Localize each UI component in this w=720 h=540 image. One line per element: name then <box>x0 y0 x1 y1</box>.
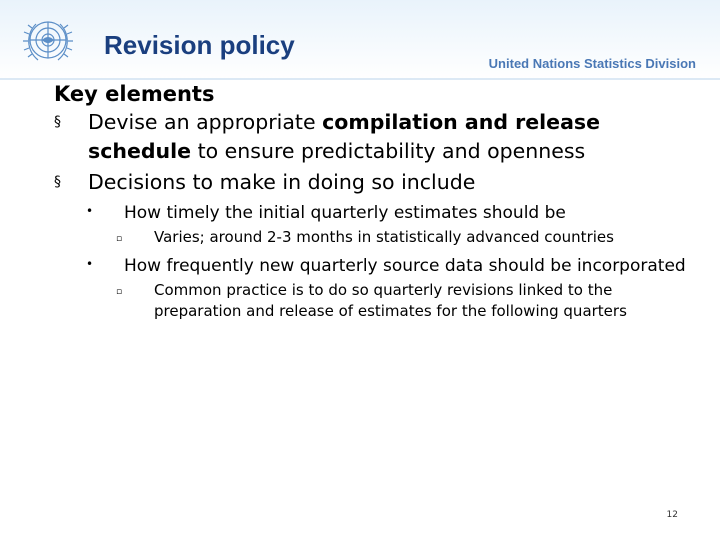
dot-bullet-icon: • <box>86 257 94 271</box>
slide-content <box>54 82 694 328</box>
sub-bullet-point <box>54 254 694 278</box>
section-bullet-icon: § <box>54 114 61 130</box>
bullet-emphasis: compilation and release schedule <box>88 110 601 163</box>
dot-bullet-icon: • <box>86 204 94 218</box>
section-bullet-icon: § <box>54 174 61 190</box>
bullet-point <box>54 108 694 166</box>
page-number: 12 <box>666 510 678 520</box>
sub-bullet-point <box>54 201 694 225</box>
detail-bullet-text: Varies; around 2-3 months in statistically advanced countries <box>154 228 614 246</box>
bullet-text: Devise an appropriate <box>88 110 323 134</box>
sub-bullet-text: How timely the initial quarterly estimates should be <box>124 203 566 223</box>
bullet-text: Decisions to make in doing so include <box>88 170 476 194</box>
square-bullet-icon: ▫ <box>116 287 123 297</box>
section-heading: Key elements <box>54 82 215 106</box>
detail-bullet-text: Common practice is to do so quarterly revisions linked to the preparation and release of estimates for the following quarters <box>154 281 627 320</box>
un-emblem-icon <box>16 10 80 74</box>
bullet-point <box>54 168 694 197</box>
slide-title: Revision policy <box>104 30 295 60</box>
square-bullet-icon: ▫ <box>116 234 123 244</box>
bullet-text: to ensure predictability and openness <box>191 139 586 163</box>
header-divider <box>0 78 720 80</box>
detail-bullet-point <box>54 280 694 322</box>
organization-name: United Nations Statistics Division <box>488 56 696 71</box>
sub-bullet-text: How frequently new quarterly source data should be incorporated <box>124 256 686 276</box>
detail-bullet-point <box>54 227 694 248</box>
header <box>0 0 720 80</box>
